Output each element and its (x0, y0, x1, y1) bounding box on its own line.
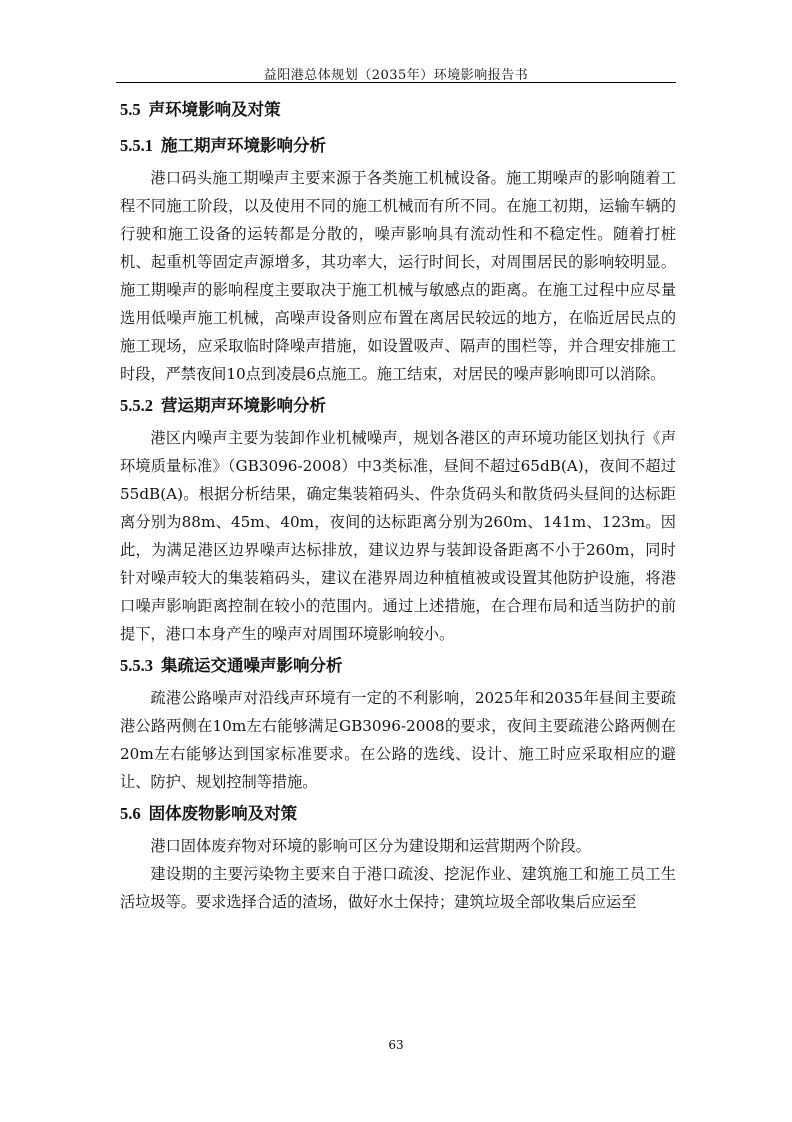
document-body (120, 92, 676, 916)
section-title: 固体废物影响及对策 (148, 804, 298, 823)
section-heading (120, 796, 676, 832)
header-rule (116, 82, 676, 83)
section-number: 5.5.1 (120, 136, 153, 155)
section-title: 声环境影响及对策 (148, 100, 281, 119)
section-number: 5.5.2 (120, 396, 153, 415)
body-paragraph: 疏港公路噪声对沿线声环境有一定的不利影响，2025年和2035年昼间主要疏港公路两侧在10m左右能够满足GB3096-2008的要求，夜间主要疏港公路两侧在20m左右能够达到国家标准要求。在公路的选线、设计、施工时应采取相应的避让、防护、规划控制等措施。 (120, 689, 676, 791)
section-number: 5.5 (120, 100, 141, 119)
section-heading (120, 648, 676, 684)
body-paragraph: 港区内噪声主要为装卸作业机械噪声，规划各港区的声环境功能区划执行《声环境质量标准》（GB3096-2008）中3类标准，昼间不超过65dB(A)，夜间不超过55dB(A)。根据分析结果，确定集装箱码头、件杂货码头和散货码头昼间的达标距离分别为88m、45m、40m，夜间的达标距离分别为260m、141m、123m。因此，为满足港区边界噪声达标排放，建议边界与装卸设备距离不小于260m，同时针对噪声较大的集装箱码头，建议在港界周边种植植被或设置其他防护设施，将港口噪声影响距离控制在较小的范围内。通过上述措施，在合理布局和适当防护的前提下，港口本身产生的噪声对周围环境影响较小。 (120, 429, 676, 643)
section-number: 5.5.3 (120, 656, 153, 675)
body-paragraph: 港口固体废弃物对环境的影响可区分为建设期和运营期两个阶段。 (150, 837, 591, 855)
section-title: 营运期声环境影响分析 (161, 396, 326, 415)
section-heading (120, 128, 676, 164)
section-heading (120, 388, 676, 424)
section-number: 5.6 (120, 804, 141, 823)
section-title: 集疏运交通噪声影响分析 (161, 656, 343, 675)
page-header: 益阳港总体规划（2035年）环境影响报告书 (263, 68, 529, 83)
page-number: 63 (388, 1038, 404, 1052)
section-title: 施工期声环境影响分析 (161, 136, 326, 155)
body-paragraph: 港口码头施工期噪声主要来源于各类施工机械设备。施工期噪声的影响随着工程不同施工阶段，以及使用不同的施工机械而有所不同。在施工初期，运输车辆的行驶和施工设备的运转都是分散的，噪声影响具有流动性和不稳定性。随着打桩机、起重机等固定声源增多，其功率大，运行时间长，对周围居民的影响较明显。施工期噪声的影响程度主要取决于施工机械与敏感点的距离。在施工过程中应尽量选用低噪声施工机械，高噪声设备则应布置在离居民较远的地方，在临近居民点的施工现场，应采取临时降噪声措施，如设置吸声、隔声的围栏等，并合理安排施工时段，严禁夜间10点到凌晨6点施工。施工结束，对居民的噪声影响即可以消除。 (120, 169, 676, 383)
body-paragraph: 建设期的主要污染物主要来自于港口疏浚、挖泥作业、建筑施工和施工员工生活垃圾等。要求选择合适的渣场，做好水土保持；建筑垃圾全部收集后应运至 (120, 865, 676, 911)
section-heading (120, 92, 676, 128)
